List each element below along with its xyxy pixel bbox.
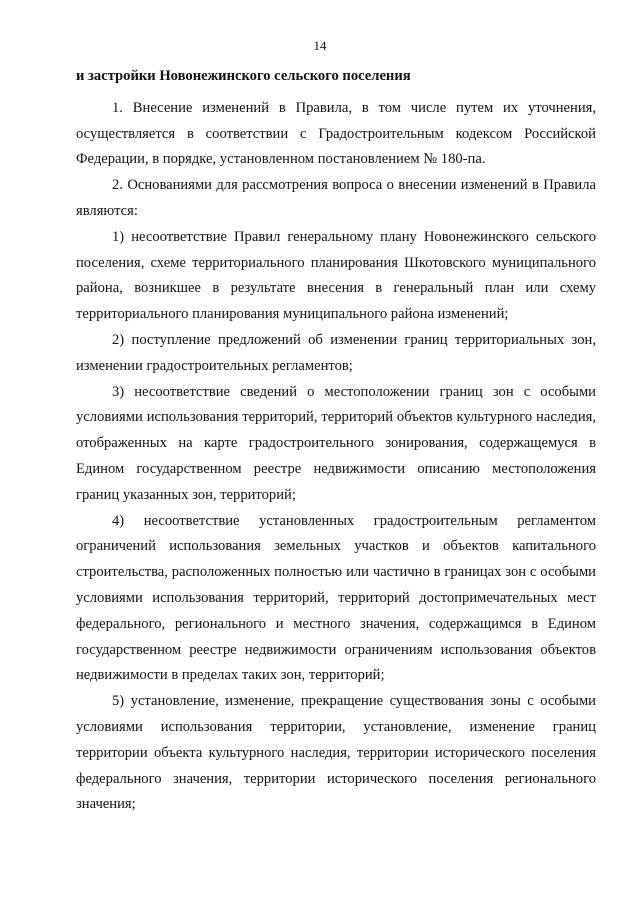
paragraph-2-item-5: 5) установление, изменение, прекращение существования зоны с особыми условиями использования территории, установление, изменение границ территории объекта культурного наследия, территории исторического поселения федерального значения, территории исторического поселения регионального значения; [76, 693, 596, 813]
page-number: 14 [313, 38, 327, 53]
paragraph-1: 1. Внесение изменений в Правила, в том числе путем их уточнения, осуществляется в соответствии с Градостроительным кодексом Российской Федерации, в порядке, установленном постановлением № 180-па. [76, 99, 596, 168]
paragraph-2: 2. Основаниями для рассмотрения вопроса о внесении изменений в Правила являются: [76, 177, 596, 219]
paragraph-2-item-4: 4) несоответствие установленных градостроительным регламентом ограничений использования земельных участков и объектов капитального строительства, расположенных полностью или частично в границах зон с особыми условиями использования территорий, территорий достопримечательных мест федерального, регионального и местного значения, содержащимся в Едином государственном реестре недвижимости ограничениям использования объектов недвижимости в пределах таких зон, территорий; [76, 512, 596, 684]
section-heading: и застройки Новонежинского сельского поселения [76, 68, 411, 84]
paragraph-2-item-3: 3) несоответствие сведений о местоположении границ зон с особыми условиями использования территорий, территорий объектов культурного наследия, отображенных на карте градостроительного зонирования, содержащемуся в Едином государственном реестре недвижимости описанию местоположения границ указанных зон, территорий; [76, 383, 596, 503]
document-body [76, 64, 596, 818]
paragraph-2-item-2: 2) поступление предложений об изменении границ территориальных зон, изменении градостроительных регламентов; [76, 331, 596, 374]
paragraph-2-item-1: 1) несоответствие Правил генеральному плану Новонежинского сельского поселения, схеме территориального планирования Шкотовского муниципального района, возникшее в результате внесения в генеральный план или схему территориального планирования муниципального района изменений; [76, 228, 596, 323]
